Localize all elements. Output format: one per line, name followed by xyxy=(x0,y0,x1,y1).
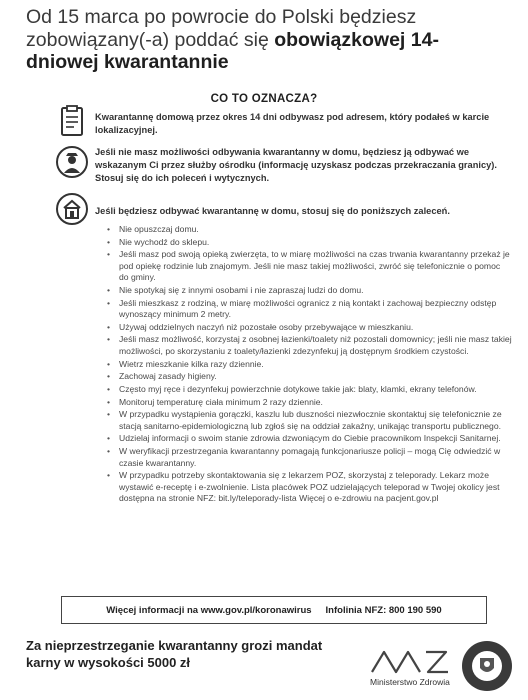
more-info-link[interactable]: Więcej informacji na www.gov.pl/koronawirus xyxy=(106,604,312,616)
rules-list xyxy=(107,224,512,506)
list-item: • Zachowaj zasady higieny. xyxy=(107,371,512,382)
ministry-logo-icon xyxy=(370,646,450,676)
list-item: • W przypadku potrzeby skontaktowania się z lekarzem POZ, skorzystaj z teleporady. Lekarz może wystawić e-receptę i e-zwolnienie. Lista placówek POZ udzielających teleporad w Twojej okolicy jest dostępna na stronie NFZ: bit.ly/teleporady-lista Więcej o e-zdrowiu na pacjent.gov.pl xyxy=(107,470,512,504)
block-quarantine-center: Jeśli nie masz możliwości odbywania kwarantanny w domu, będziesz ją odbywać we wskazanym Ci przez służby ośrodku (informację uzyskasz podczas przekraczania granicy). Stosuj się do ich poleceń i wytycznych. xyxy=(95,147,497,183)
list-item: • Jeśli masz możliwość, korzystaj z osobnej łazienki/toalety niż pozostali domownicy; jeśli nie masz takiej możliwości, po skorzystaniu z toalety/łazienki zdezynfekuj ją dostępnym środkiem czystości. xyxy=(107,334,512,357)
list-item: • Nie spotykaj się z innymi osobami i nie zapraszaj ludzi do domu. xyxy=(107,285,512,296)
block-home-rules: Jeśli będziesz odbywać kwarantannę w domu, stosuj się do poniższych zaleceń. xyxy=(95,206,450,216)
list-item: • Używaj oddzielnych naczyń niż pozostałe osoby przebywające w mieszkaniu. xyxy=(107,322,512,333)
list-item: • Nie wychodź do sklepu. xyxy=(107,237,512,248)
list-item: • Często myj ręce i dezynfekuj powierzchnie dotykowe takie jak: blaty, klamki, ekrany telefonów. xyxy=(107,384,512,395)
list-item: • Wietrz mieszkanie kilka razy dziennie. xyxy=(107,359,512,370)
section-heading: CO TO OZNACZA? xyxy=(210,93,318,105)
title-bold: obowiązkowej 14-dniowej kwarantannie xyxy=(26,28,439,73)
nfz-hotline: Infolinia NFZ: 800 190 590 xyxy=(325,604,442,616)
document-icon xyxy=(55,104,89,138)
sanitary-inspection-seal-icon xyxy=(461,640,513,692)
page-title xyxy=(26,6,506,74)
list-item: • W przypadku wystąpienia gorączki, kaszlu lub duszności niezwłocznie skontaktuj się telefonicznie ze stacją sanitarno-epidemiologiczną lub zgłoś się na oddział zakaźny, unikając transportu publicznego. xyxy=(107,409,512,432)
block-home-quarantine: Kwarantannę domową przez okres 14 dni odbywasz pod adresem, który podałeś w karcie lokalizacyjnej. xyxy=(95,112,490,135)
info-box xyxy=(61,596,487,624)
house-icon xyxy=(55,192,89,226)
list-item: • Monitoruj temperaturę ciała minimum 2 razy dziennie. xyxy=(107,397,512,408)
list-item: • Jeśli masz pod swoją opieką zwierzęta, to w miarę możliwości na czas trwania kwarantanny przekaż je pod opiekę rodzinie lub znajomym. Jeśli nie masz takiej możliwości, zwróć się telefonicznie o pomoc do gminy. xyxy=(107,249,512,283)
officer-icon xyxy=(55,145,89,179)
list-item: • Jeśli mieszkasz z rodziną, w miarę możliwości ogranicz z nią kontakt i zachowaj bezpieczny odstęp wynoszący minimum 2 metry. xyxy=(107,298,512,321)
title-normal: Od 15 marca po powrocie do Polski będziesz zobowiązany(-a) poddać się xyxy=(26,6,417,51)
list-item: • Udzielaj informacji o swoim stanie zdrowia dzwoniącym do Ciebie pracownikom Inspekcji Sanitarnej. xyxy=(107,433,512,444)
penalty-notice: Za nieprzestrzeganie kwarantanny grozi mandat karny w wysokości 5000 zł xyxy=(26,638,323,670)
list-item: • Nie opuszczaj domu. xyxy=(107,224,512,235)
ministry-label: Ministerstwo Zdrowia xyxy=(370,677,450,687)
list-item: • W weryfikacji przestrzegania kwarantanny pomagają funkcjonariusze policji – mogą Cię odwiedzić w czasie kwarantanny. xyxy=(107,446,512,469)
